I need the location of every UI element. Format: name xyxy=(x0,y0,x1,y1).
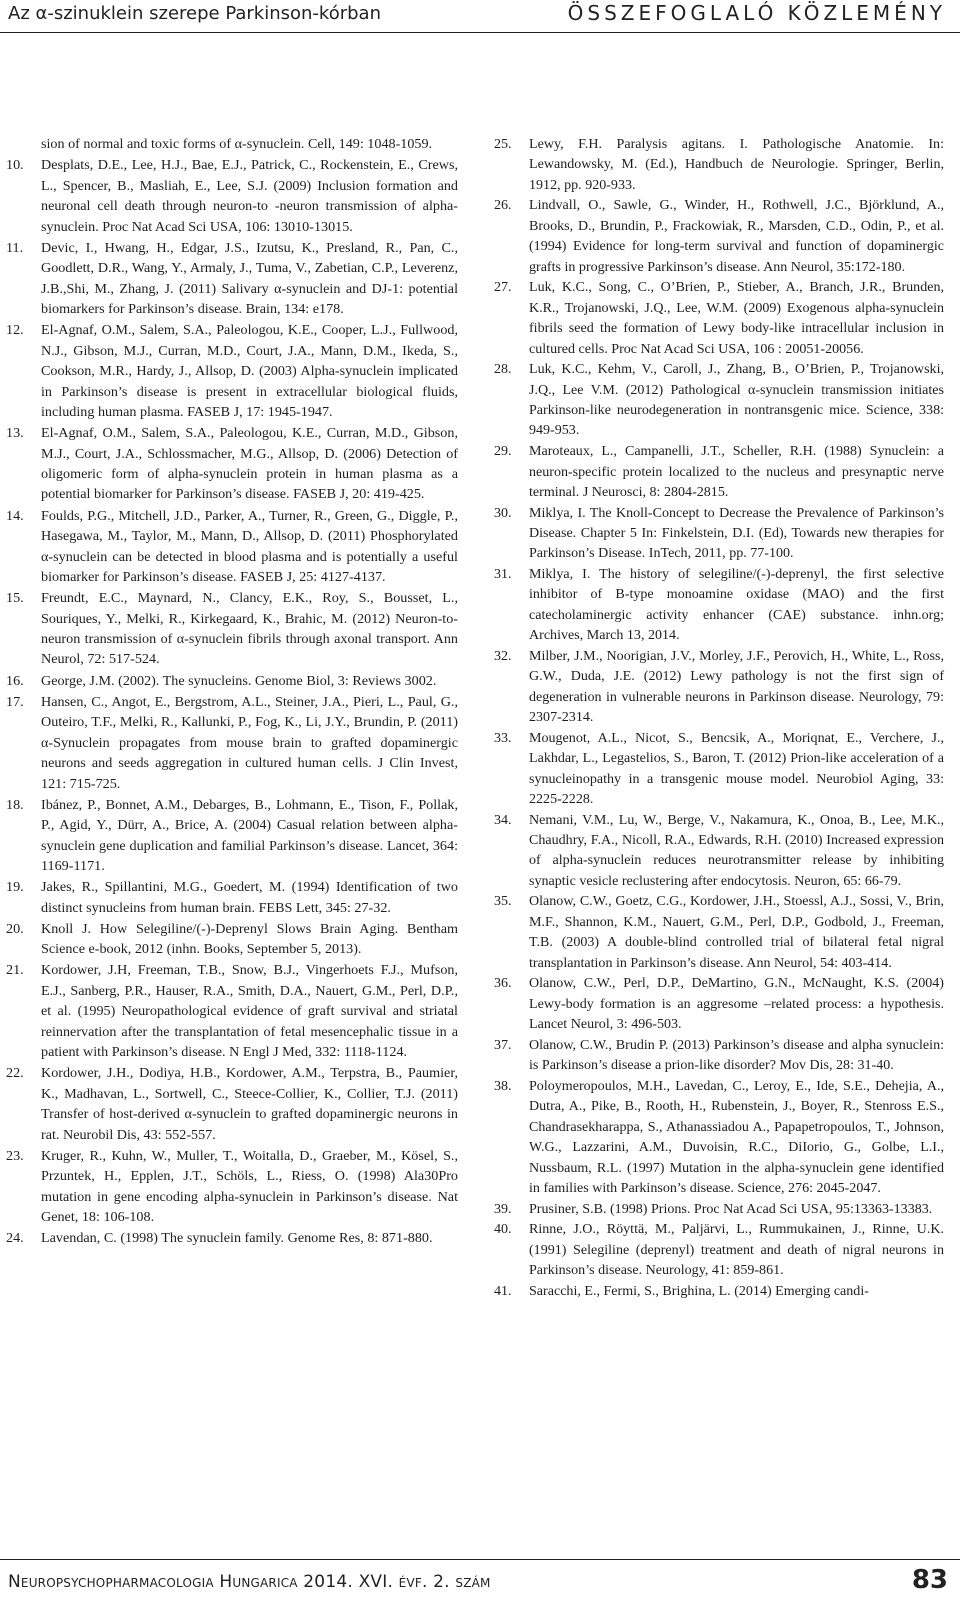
reference-text: Luk, K.C., Kehm, V., Caroll, J., Zhang, B., O’Brien, P., Trojanowski, J.Q., Lee V.M. (2012) Pathological α-synuclein transmission initiates Parkinson-like neurodegeneration in nontransgenic mice. Science, 338: 949-953. xyxy=(529,361,944,439)
reference-text: Poloymeropoulos, M.H., Lavedan, C., Leroy, E., Ide, S.E., Dehejia, A., Dutra, A., Pike, B., Rooth, H., Rubenstein, J., Boyer, R., Stenross E.S., Chandrasekharappa, S., Athanassiadou A., Papapetropoulos, T., Johnson, W.G., Lazzarini, A.M., Duvoisin, R.C., DiIorio, G., Golbe, L.I., Nussbaum, R.L. (1997) Mutation in the alpha-synuclein gene identified in families with Parkinson’s disease. Science, 276: 2045-2047. xyxy=(529,1077,944,1196)
page-footer xyxy=(0,1559,960,1597)
reference-number: 33. xyxy=(494,729,512,746)
reference-item xyxy=(494,646,944,728)
reference-item xyxy=(494,973,944,1034)
reference-item xyxy=(494,810,944,892)
reference-number: 28. xyxy=(494,361,512,378)
reference-text: Hansen, C., Angot, E., Bergstrom, A.L., Steiner, J.A., Pieri, L., Paul, G., Outeiro, T.F., Melki, R., Kallunki, P., Fog, K., Li, J.Y., Brundin, P. (2011) α-Synuclein propagates from mouse brain to grafted dopaminergic neurons and seeds aggregation in cultured human cells. J Clin Invest, 121: 715-725. xyxy=(41,693,458,792)
reference-number: 41. xyxy=(494,1282,512,1299)
reference-item xyxy=(6,238,458,320)
reference-number: 29. xyxy=(494,443,512,460)
reference-text: Kordower, J.H., Dodiya, H.B., Kordower, A.M., Terpstra, B., Paumier, K., Madhavan, L., Sortwell, C., Steece-Collier, K., Collier, T.J. (2011) Transfer of host-derived α-synuclein to grafted dopaminergic neurons in rat. Neurobil Dis, 43: 552-557. xyxy=(41,1065,458,1143)
reference-number: 26. xyxy=(494,197,512,214)
journal-name: Neuropsychopharmacologia Hungarica 2014. XVI. évf. 2. szám xyxy=(8,1572,491,1592)
page-number: 83 xyxy=(911,1565,948,1595)
reference-number: 19. xyxy=(6,879,24,896)
reference-number: 39. xyxy=(494,1200,512,1217)
reference-number: 13. xyxy=(6,425,24,442)
reference-number: 32. xyxy=(494,647,512,664)
reference-item xyxy=(6,423,458,505)
section-label: ÖSSZEFOGLALÓ KÖZLEMÉNY xyxy=(567,1,946,25)
reference-text: Rinne, J.O., Röyttä, M., Paljärvi, L., Rummukainen, J., Rinne, U.K. (1991) Selegiline (deprenyl) treatment and death of nigral neurons in Parkinson’s disease. Neurology, 41: 859-861. xyxy=(529,1221,944,1279)
reference-text: Maroteaux, L., Campanelli, J.T., Scheller, R.H. (1988) Synuclein: a neuron-specific protein localized to the nucleus and presynaptic nerve terminal. J Neurosci, 8: 2804-2815. xyxy=(529,443,944,500)
reference-item xyxy=(494,564,944,646)
reference-number: 12. xyxy=(6,322,24,339)
reference-text: Freundt, E.C., Maynard, N., Clancy, E.K., Roy, S., Bousset, L., Souriques, Y., Melki, R., Kirkegaard, K., Brahic, M. (2012) Neuron-to-neuron transmission of α-synuclein fibrils through axonal transport. Ann Neurol, 72: 517-524. xyxy=(41,590,458,668)
reference-text: sion of normal and toxic forms of α-synuclein. Cell, 149: 1048-1059. xyxy=(41,136,433,152)
reference-item xyxy=(494,728,944,810)
reference-number: 22. xyxy=(6,1065,24,1082)
reference-item xyxy=(6,1063,458,1145)
reference-number: 27. xyxy=(494,279,512,296)
reference-number: 20. xyxy=(6,920,24,937)
reference-item xyxy=(6,588,458,670)
reference-text: Olanow, C.W., Perl, D.P., DeMartino, G.N., McNaught, K.S. (2004) Lewy-body formation is an aggresome –related process: a hypothesis. Lancet Neurol, 3: 496-503. xyxy=(529,975,944,1033)
reference-number: 35. xyxy=(494,893,512,910)
reference-item xyxy=(6,960,458,1062)
reference-item xyxy=(494,441,944,502)
reference-text: Jakes, R., Spillantini, M.G., Goedert, M. (1994) Identification of two distinct synucleins from human brain. FEBS Lett, 345: 27-32. xyxy=(41,879,458,916)
reference-number: 31. xyxy=(494,565,512,582)
reference-item xyxy=(494,891,944,973)
reference-text: Prusiner, S.B. (1998) Prions. Proc Nat Acad Sci USA, 95:13363-13383. xyxy=(529,1200,933,1217)
article-title: Az α-szinuklein szerepe Parkinson-kórban xyxy=(8,3,381,24)
reference-text: Foulds, P.G., Mitchell, J.D., Parker, A., Turner, R., Green, G., Diggle, P., Hasegawa, M., Taylor, M., Mann, D., Allsop, D. (2011) Phosphorylated α-synuclein can be detected in blood plasma and is potentially a useful biomarker for Parkinson’s disease. FASEB J, 25: 4127-4137. xyxy=(41,507,458,585)
reference-text: Miklya, I. The history of selegiline/(-)-deprenyl, the first selective inhibitor of B-type monoamine oxidase (MAO) and the first catecholaminergic activity enhancer (CAE) substance. inhn.org; Archives, March 13, 2014. xyxy=(529,565,944,644)
reference-text: El-Agnaf, O.M., Salem, S.A., Paleologou, K.E., Cooper, L.J., Fullwood, N.J., Gibson, M.J., Curran, M.D., Court, J.A., Mann, D.M., Ikeda, S., Cookson, M.R., Hardy, J., Allsop, D. (2003) Alpha-synuclein implicated in Parkinson’s disease is present in extracellular biological fluids, including human plasma. FASEB J, 17: 1945-1947. xyxy=(41,322,458,420)
reference-item xyxy=(494,1076,944,1199)
reference-text: Mougenot, A.L., Nicot, S., Bencsik, A., Moriqnat, E., Verchere, J., Lakhdar, L., Legastelios, S., Baron, T. (2012) Prion-like acceleration of a synucleinopathy in a transgenic mouse model. Neurobiol Aging, 33: 2225-2228. xyxy=(529,729,944,807)
reference-text: Knoll J. How Selegiline/(-)-Deprenyl Slows Brain Aging. Bentham Science e-book, 2012 (inhn. Books, September 5, 2013). xyxy=(41,920,458,958)
reference-text: Kordower, J.H, Freeman, T.B., Snow, B.J., Vingerhoets F.J., Mufson, E.J., Sanberg, P.R., Hauser, R.A., Smith, D.A., Nauert, G.M., Perl, D.P., et al. (1995) Neuropathological evidence of graft survival and striatal reinnervation after the transplantation of fetal mesencephalic tissue in a patient with Parkinson’s disease. N Engl J Med, 332: 1118-1124. xyxy=(41,962,458,1061)
reference-text: Miklya, I. The Knoll-Concept to Decrease the Prevalence of Parkinson’s Disease. Chapter 5 In: Finkelstein, D.I. (Ed), Towards new therapies for Parkinson’s Disease. InTech, 2011, pp. 77-100. xyxy=(529,504,944,562)
reference-item xyxy=(6,692,458,794)
reference-text: George, J.M. (2002). The synucleins. Genome Biol, 3: Reviews 3002. xyxy=(41,672,437,689)
reference-item xyxy=(6,506,458,588)
reference-item xyxy=(6,155,458,237)
reference-item xyxy=(6,134,458,154)
reference-text: Olanow, C.W., Goetz, C.G., Kordower, J.H., Stoessl, A.J., Sossi, V., Brin, M.F., Shannon, K.M., Nauert, G.M., Perl, D.P., Godbold, J., Freeman, T.B. (2003) A double-blind controlled trial of bilateral fetal nigral transplantation in Parkinson’s disease. Ann Neurol, 54: 403-414. xyxy=(529,893,944,971)
reference-item xyxy=(494,195,944,277)
reference-number: 24. xyxy=(6,1230,24,1247)
reference-text: Lavendan, C. (1998) The synuclein family. Genome Res, 8: 871-880. xyxy=(41,1230,433,1247)
reference-number: 40. xyxy=(494,1221,512,1238)
reference-number: 16. xyxy=(6,672,24,689)
reference-text: Ibánez, P., Bonnet, A.M., Debarges, B., Lohmann, E., Tison, F., Pollak, P., Agid, Y., Dürr, A., Brice, A. (2004) Casual relation between alpha-synuclein gene duplication and familial Parkinson’s disease. Lancet, 364: 1169-1171. xyxy=(41,796,458,875)
reference-text: Luk, K.C., Song, C., O’Brien, P., Stieber, A., Branch, J.R., Brunden, K.R., Trojanowski, J.Q., Lee, W.M. (2009) Exogenous alpha-synuclein fibrils seed the formation of Lewy body-like intracellular inclusion in cultured cells. Proc Nat Acad Sci USA, 106 : 20051-20056. xyxy=(529,279,944,357)
reference-text: Desplats, D.E., Lee, H.J., Bae, E.J., Patrick, C., Rockenstein, E., Crews, L., Spencer, B., Masliah, E., Lee, S.J. (2009) Inclusion formation and neuronal cell death through neuron-to -neuron transmission of alpha-synuclein. Proc Nat Acad Sci USA, 106: 13010-13015. xyxy=(41,157,458,235)
reference-text: Lindvall, O., Sawle, G., Winder, H., Rothwell, J.C., Björklund, A., Brooks, D., Brundin, P., Frackowiak, R., Marsden, C.D., Odin, P., et al. (1994) Evidence for long-term survival and function of dopaminergic grafts in progressive Parkinson’s disease. Ann Neurol, 35:172-180. xyxy=(529,197,944,275)
reference-number: 18. xyxy=(6,796,24,813)
reference-number: 37. xyxy=(494,1036,512,1053)
reference-item xyxy=(6,671,458,691)
reference-number: 10. xyxy=(6,157,24,174)
reference-text: El-Agnaf, O.M., Salem, S.A., Paleologou, K.E., Curran, M.D., Gibson, M.J., Court, J.A., Schlossmacher, M.G., Allsop, D. (2006) Detection of oligomeric form of alpha-synuclein protein in human plasma as a potential biomarker for Parkinson’s disease. FASEB J, 20: 419-425. xyxy=(41,425,458,503)
reference-text: Olanow, C.W., Brudin P. (2013) Parkinson’s disease and alpha synuclein: is Parkinson’s disease a prion-like disorder? Mov Dis, 28: 31-40. xyxy=(529,1036,944,1074)
references-right-column xyxy=(494,134,944,1301)
reference-text: Devic, I., Hwang, H., Edgar, J.S., Izutsu, K., Presland, R., Pan, C., Goodlett, D.R., Wang, Y., Armaly, J., Tuma, V., Zabetian, C.P., Leverenz, J.B.,Shi, M., Zhang, J. (2011) Salivary α-synuclein and DJ-1: potential biomarkers for Parkinson’s disease. Brain, 134: e178. xyxy=(41,239,458,317)
reference-number: 21. xyxy=(6,962,24,979)
reference-item xyxy=(494,1035,944,1076)
reference-item xyxy=(494,134,944,195)
reference-item xyxy=(494,1219,944,1280)
reference-number: 25. xyxy=(494,136,512,152)
reference-item xyxy=(6,877,458,918)
reference-item xyxy=(6,1228,458,1248)
reference-number: 23. xyxy=(6,1147,24,1164)
reference-text: Lewy, F.H. Paralysis agitans. I. Pathologische Anatomie. In: Lewandowsky, M. (Ed.), Handbuch de Neurologie. Springer, Berlin, 1912, pp. 920-933. xyxy=(529,136,944,193)
reference-item xyxy=(494,1281,944,1301)
reference-number: 36. xyxy=(494,975,512,992)
reference-number: 17. xyxy=(6,693,24,710)
reference-number: 30. xyxy=(494,504,512,521)
reference-item xyxy=(494,359,944,441)
reference-item xyxy=(6,795,458,877)
references-left-column xyxy=(6,134,458,1249)
reference-item xyxy=(6,919,458,960)
reference-text: Kruger, R., Kuhn, W., Muller, T., Woitalla, D., Graeber, M., Kösel, S., Przuntek, H., Epplen, J.T., Schöls, L., Riess, O. (1998) Ala30Pro mutation in gene encoding alpha-synuclein in Parkinson’s disease. Nat Genet, 18: 106-108. xyxy=(41,1147,458,1226)
reference-number: 38. xyxy=(494,1077,512,1094)
reference-number: 11. xyxy=(6,239,24,256)
reference-number: 14. xyxy=(6,507,24,524)
reference-text: Milber, J.M., Noorigian, J.V., Morley, J.F., Perovich, H., White, L., Ross, G.W., Duda, J.E. (2012) Lewy pathology is not the first sign of degeneration in vulnerable neurons in Parkinson disease. Neurology, 79: 2307-2314. xyxy=(529,647,944,726)
running-header xyxy=(0,0,960,33)
reference-item xyxy=(6,320,458,422)
reference-text: Saracchi, E., Fermi, S., Brighina, L. (2014) Emerging candi- xyxy=(529,1282,869,1299)
reference-item xyxy=(494,503,944,564)
reference-item xyxy=(6,1146,458,1228)
reference-number: 15. xyxy=(6,590,24,607)
reference-text: Nemani, V.M., Lu, W., Berge, V., Nakamura, K., Onoa, B., Lee, M.K., Chaudhry, F.A., Nicoll, R.A., Edwards, R.H. (2010) Increased expression of alpha-synuclein reduces neurotransmitter release by inhibiting synaptic vesicle reclustering after endocytosis. Neuron, 65: 66-79. xyxy=(529,811,944,889)
reference-number: 34. xyxy=(494,811,512,828)
reference-item xyxy=(494,1199,944,1219)
reference-item xyxy=(494,277,944,359)
